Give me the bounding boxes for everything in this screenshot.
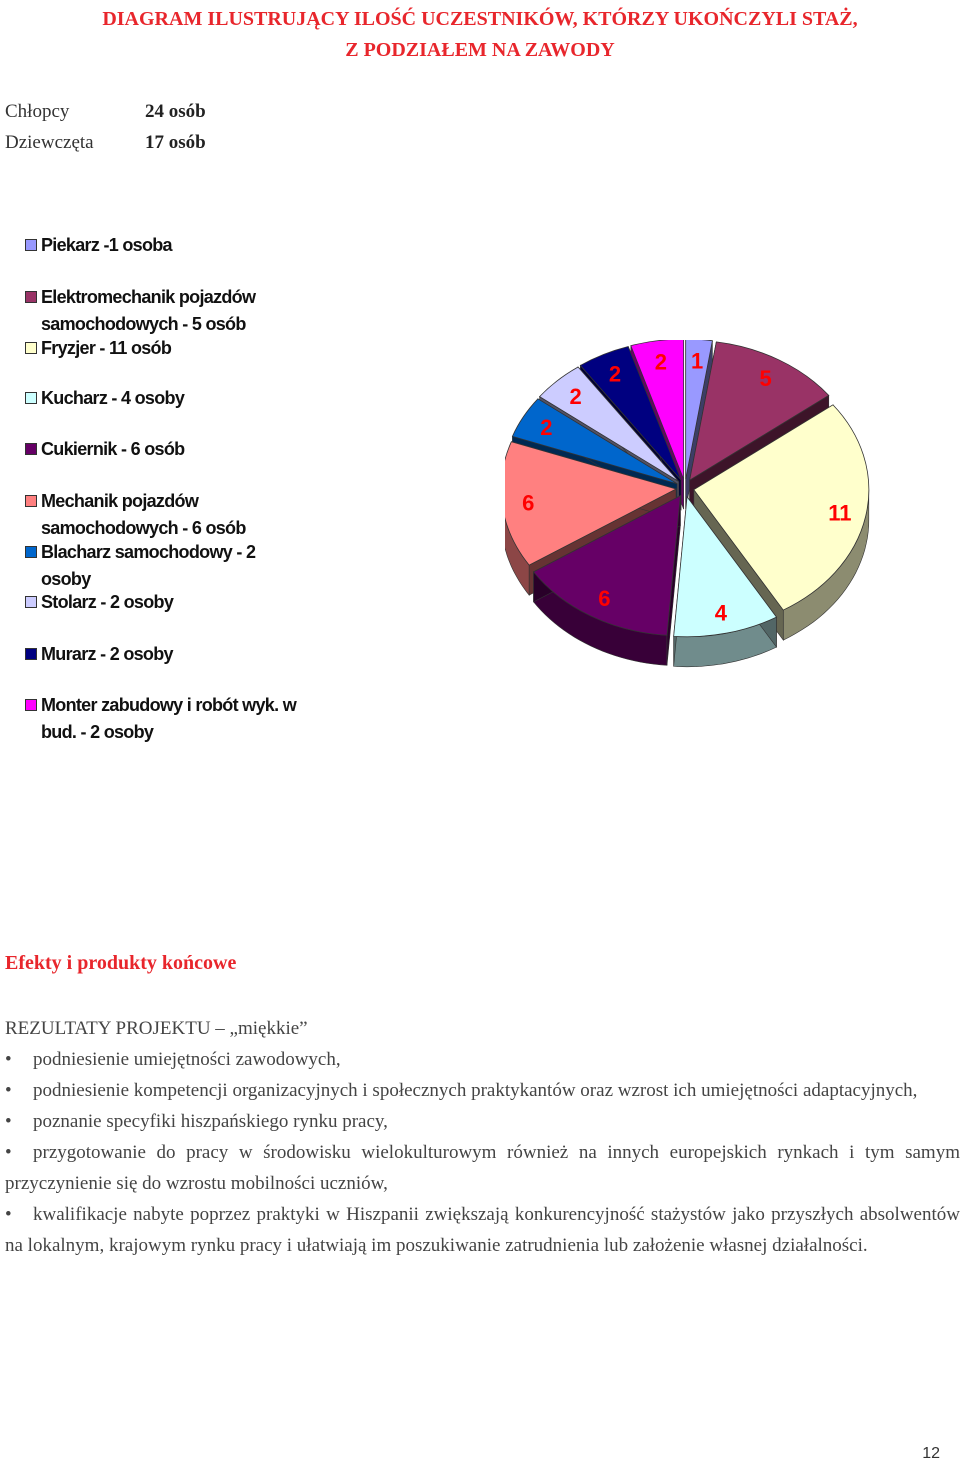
legend-label: Fryzjer - 11 osób	[41, 338, 172, 358]
legend-label: Monter zabudowy i robót wyk. w bud. - 2 osoby	[41, 695, 297, 742]
bullet: •	[5, 1142, 12, 1163]
legend-swatch	[25, 291, 37, 303]
pie-data-label: 2	[540, 414, 553, 440]
list-item	[5, 1137, 960, 1199]
list-item	[5, 1106, 960, 1137]
bullet: •	[5, 1049, 12, 1070]
list-item-text: poznanie specyfiki hiszpańskiego rynku pracy,	[33, 1111, 388, 1132]
page-number: 12	[922, 1445, 940, 1462]
bullet: •	[5, 1080, 12, 1101]
legend-label: Piekarz -1 osoba	[41, 235, 172, 255]
pie-data-label: 4	[714, 600, 728, 626]
legend-label: Kucharz - 4 osoby	[41, 388, 185, 408]
stat-label: Dziewczęta	[5, 132, 94, 153]
list-item	[5, 1075, 960, 1106]
list-item-text: podniesienie kompetencji organizacyjnych i społecznych praktykantów oraz wzrost ich umiejętności adaptacyjnych,	[33, 1080, 918, 1101]
legend-swatch	[25, 239, 37, 251]
legend-label: Blacharz samochodowy - 2 osoby	[41, 542, 256, 589]
section-title: Efekty i produkty końcowe	[5, 952, 237, 974]
legend-swatch	[25, 342, 37, 354]
document-title-line-1: DIAGRAM ILUSTRUJĄCY ILOŚĆ UCZESTNIKÓW, KTÓRZY UKOŃCZYLI STAŻ,	[102, 8, 858, 30]
pie-data-label: 2	[608, 361, 622, 387]
bullet: •	[5, 1111, 12, 1132]
stat-label: Chłopcy	[5, 101, 70, 122]
pie-data-label: 5	[759, 366, 772, 391]
pie-data-label: 2	[654, 349, 668, 375]
legend-label: Stolarz - 2 osoby	[41, 592, 174, 612]
pie-data-label: 2	[569, 383, 582, 409]
pie-data-label: 1	[690, 348, 704, 374]
pie-data-label: 6	[522, 490, 535, 516]
document-title-line-2: Z PODZIAŁEM NA ZAWODY	[345, 39, 615, 61]
list-item-text: kwalifikacje nabyte poprzez praktyki w Hiszpanii zwiększają konkurencyjność stażystów jako przyszłych absolwentów na lokalnym, krajowym rynku pracy i ułatwiają im poszukiwanie zatrudnienia lub założenie własnej działalności.	[5, 1204, 960, 1256]
legend-label: Mechanik pojazdów samochodowych - 6 osób	[41, 491, 246, 538]
legend-swatch	[25, 443, 37, 455]
bullet: •	[5, 1204, 12, 1225]
pie-chart	[505, 340, 875, 680]
results-list	[5, 1044, 960, 1261]
legend-label: Murarz - 2 osoby	[41, 644, 173, 664]
stat-value: 24 osób	[145, 101, 206, 122]
list-item-text: przygotowanie do pracy w środowisku wielokulturowym również na innych europejskich rynkach i tym samym przyczynienie się do wzrostu mobilności uczniów,	[5, 1142, 960, 1194]
legend-label: Elektromechanik pojazdów samochodowych - 5 osób	[41, 287, 256, 334]
list-item	[5, 1199, 960, 1261]
results-heading: REZULTATY PROJEKTU – „miękkie”	[5, 1018, 308, 1039]
legend-swatch	[25, 648, 37, 660]
legend-label: Cukiernik - 6 osób	[41, 439, 185, 459]
stat-value: 17 osób	[145, 132, 206, 153]
legend-swatch	[25, 699, 37, 711]
legend-swatch	[25, 495, 37, 507]
legend-swatch	[25, 392, 37, 404]
list-item	[5, 1044, 960, 1075]
list-item-text: podniesienie umiejętności zawodowych,	[33, 1049, 341, 1070]
legend-swatch	[25, 546, 37, 558]
pie-data-label: 6	[598, 586, 611, 611]
legend-swatch	[25, 596, 37, 608]
pie-data-label: 11	[828, 500, 852, 526]
